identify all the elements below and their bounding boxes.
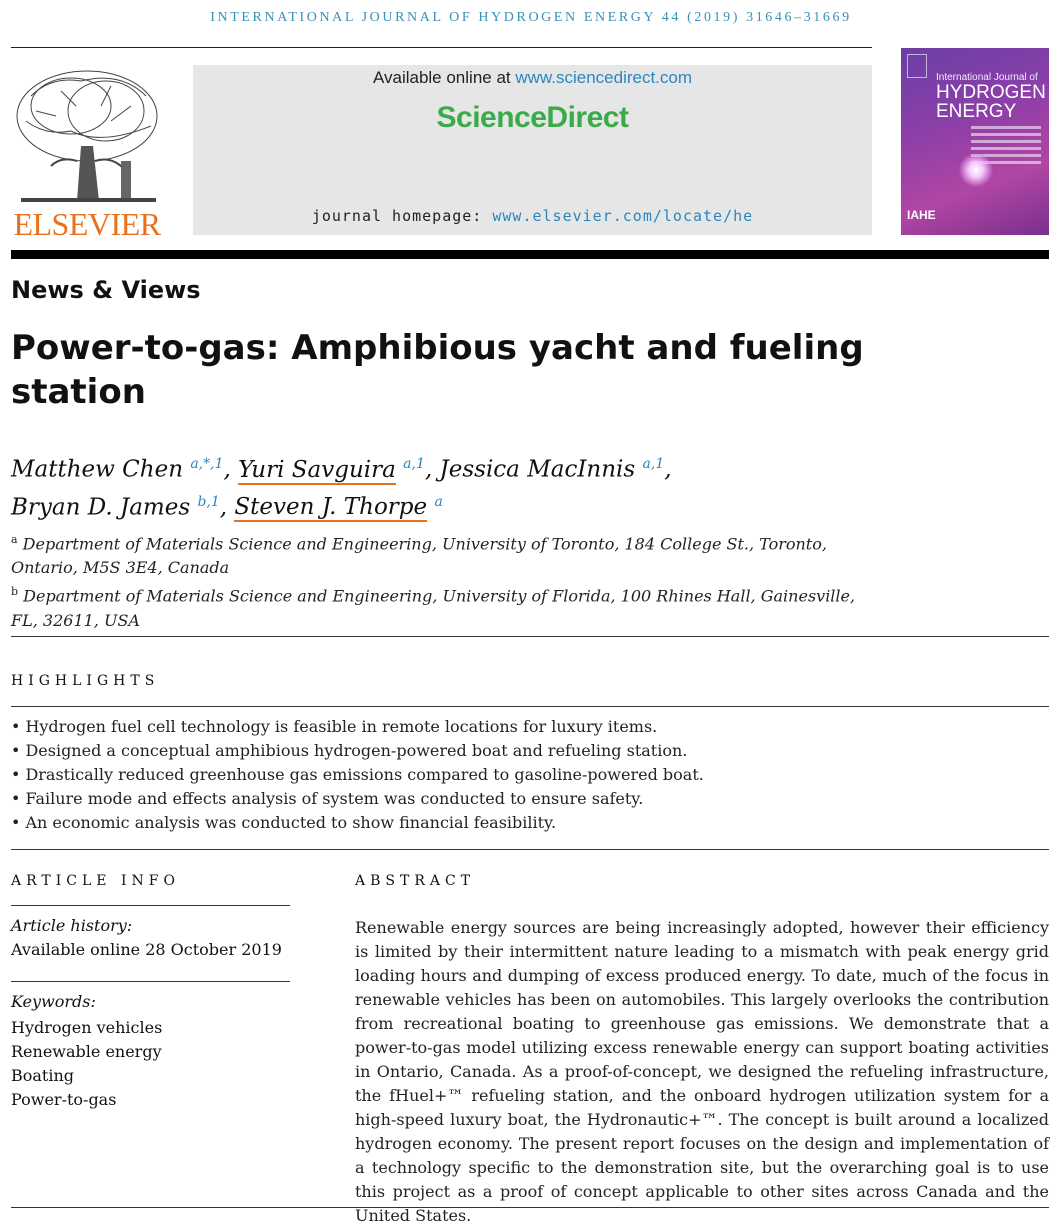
- author-list: Matthew Chen $^{a,*,1}$, Yuri Savguira $^{a,1}$, Jessica MacInnis $^{a,1}$, Bryan D. James $^{b,1}$, Steven J. Thorpe $^a$: [11, 456, 672, 521]
- divider: [11, 905, 290, 906]
- cover-line2: HYDROGEN: [936, 82, 1046, 103]
- cover-line1: International Journal of: [936, 72, 1038, 83]
- header-rule: [11, 47, 872, 48]
- sciencedirect-banner: [193, 65, 872, 235]
- abstract-heading: ABSTRACT: [355, 873, 476, 889]
- divider: [11, 981, 290, 982]
- highlights-list: [11, 715, 704, 835]
- author-name[interactable]: Matthew Chen: [11, 456, 184, 483]
- keyword-item: Power-to-gas: [11, 1090, 117, 1109]
- section-label: News & Views: [11, 276, 201, 304]
- affiliation-mark: a: [11, 533, 18, 546]
- article-info-heading: ARTICLE INFO: [11, 873, 180, 889]
- author-affiliation-mark[interactable]: a,1: [642, 456, 665, 472]
- divider: [11, 706, 1049, 707]
- cover-badge: IAHE: [907, 208, 936, 222]
- keyword-item: Renewable energy: [11, 1042, 162, 1061]
- author-affiliation-mark[interactable]: b,1: [197, 493, 220, 510]
- journal-homepage: [193, 207, 872, 225]
- elsevier-logo[interactable]: [11, 66, 163, 242]
- author-affiliation-mark[interactable]: a: [434, 493, 443, 510]
- affiliations: [11, 528, 871, 633]
- keyword-item: Boating: [11, 1066, 75, 1085]
- author-name[interactable]: Jessica MacInnis: [439, 456, 636, 483]
- cover-orb-graphic: [959, 153, 993, 187]
- header-thick-bar: [11, 250, 1049, 259]
- highlight-item: • Hydrogen fuel cell technology is feasible in remote locations for luxury items.: [11, 715, 704, 739]
- keywords-list: [11, 1016, 162, 1112]
- divider: [11, 1207, 1049, 1208]
- highlight-item: • Designed a conceptual amphibious hydrogen-powered boat and refueling station.: [11, 739, 704, 763]
- sciencedirect-logo[interactable]: ScienceDirect: [436, 101, 629, 134]
- journal-reference: INTERNATIONAL JOURNAL OF HYDROGEN ENERGY 44 (2019) 31646–31669: [210, 10, 852, 25]
- author-name[interactable]: Bryan D. James: [11, 494, 191, 521]
- highlight-item: • An economic analysis was conducted to show financial feasibility.: [11, 811, 704, 835]
- homepage-link[interactable]: www.elsevier.com/locate/he: [492, 207, 754, 225]
- affiliation-item: [11, 580, 871, 632]
- divider: [11, 849, 1049, 850]
- cover-logo-icon: [907, 54, 927, 78]
- cover-title: [936, 83, 1046, 121]
- affiliation-mark: b: [11, 585, 19, 599]
- highlight-item: • Drastically reduced greenhouse gas emissions compared to gasoline-powered boat.: [11, 763, 704, 787]
- keyword-item: Hydrogen vehicles: [11, 1018, 163, 1037]
- affiliation-text: Department of Materials Science and Engineering, University of Toronto, 184 College St., Toronto, Ontario, M5S 3E4, Canada: [11, 534, 827, 578]
- author-name[interactable]: Yuri Savguira: [238, 456, 396, 483]
- author-affiliation-mark[interactable]: a,*,1: [190, 456, 224, 472]
- article-history-value: Available online 28 October 2019: [11, 940, 282, 959]
- highlights-heading: HIGHLIGHTS: [11, 673, 160, 689]
- sciencedirect-link[interactable]: www.sciencedirect.com: [515, 68, 693, 87]
- elsevier-wordmark: ELSEVIER: [13, 206, 161, 242]
- article-title: Power-to-gas: Amphibious yacht and fueling station: [11, 328, 864, 412]
- abstract-text: Renewable energy sources are being increasingly adopted, however their efficiency is limited by their intermittent nature leading to a mismatch with peak energy grid loading hours and dumping of excess produced energy. To date, much of the focus in renewable vehicles has been on automobiles. This largely overlooks the contribution from recreational boating to greenhouse gas emissions. We demonstrate that a power-to-gas model utilizing excess renewable energy can support boating activities in Ontario, Canada. As a proof-of-concept, we designed the refueling infrastructure, the fHuel+™ refueling station, and the onboard hydrogen utilization system for a high-speed luxury boat, the Hydronautic+™. The concept is built around a localized hydrogen economy. The present report focuses on the design and implementation of a technology specific to the demonstration site, but the overarching goal is to use this project as a proof of concept applicable to other sites across Canada and the United States.: [355, 918, 1049, 1225]
- article-history-label: Article history:: [11, 916, 133, 935]
- affiliation-item: [11, 528, 871, 580]
- homepage-prefix: journal homepage:: [311, 207, 493, 225]
- tree-icon: [11, 66, 163, 206]
- available-online: [193, 68, 872, 88]
- journal-cover-image[interactable]: [901, 48, 1049, 235]
- highlight-item: • Failure mode and effects analysis of system was conducted to ensure safety.: [11, 787, 704, 811]
- affiliation-text: Department of Materials Science and Engineering, University of Florida, 100 Rhines Hall, Gainesville, FL, 32611, USA: [11, 586, 856, 630]
- available-prefix: Available online at: [372, 68, 516, 87]
- author-affiliation-mark[interactable]: a,1: [403, 456, 425, 472]
- cover-line3: ENERGY: [936, 101, 1017, 122]
- author-name[interactable]: Steven J. Thorpe: [234, 494, 428, 521]
- divider: [11, 636, 1049, 637]
- keywords-label: Keywords:: [11, 992, 96, 1011]
